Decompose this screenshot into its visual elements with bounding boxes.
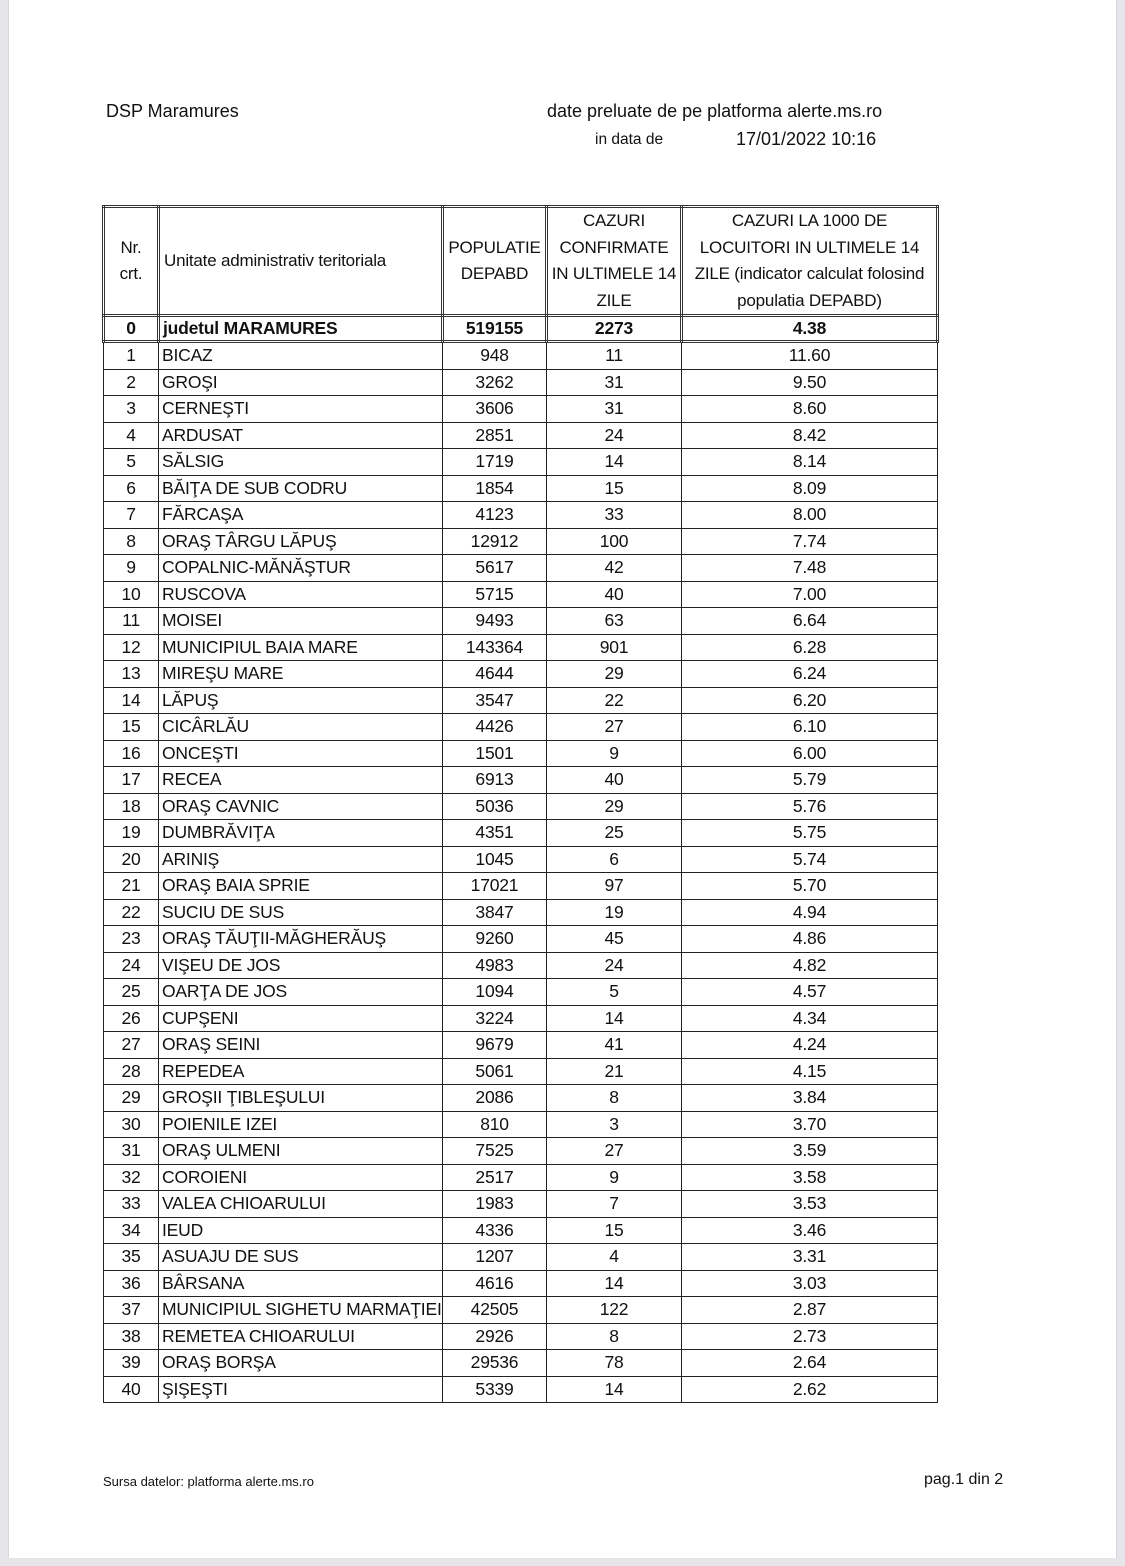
cell-nr: 15 bbox=[104, 714, 159, 741]
cell-nr: 7 bbox=[104, 502, 159, 529]
col-header-unit: Unitate administrativ teritoriala bbox=[159, 207, 443, 316]
cell-cases: 27 bbox=[547, 1138, 682, 1165]
cell-cases: 14 bbox=[547, 449, 682, 476]
cases-table bbox=[102, 205, 939, 1403]
cell-name: ORAŞ BORŞA bbox=[159, 1350, 443, 1377]
cell-rate: 8.09 bbox=[682, 475, 938, 502]
table-row bbox=[104, 1111, 938, 1138]
cell-cases: 4 bbox=[547, 1244, 682, 1271]
cell-nr: 36 bbox=[104, 1270, 159, 1297]
cell-name: FĂRCAŞA bbox=[159, 502, 443, 529]
cell-nr: 17 bbox=[104, 767, 159, 794]
table-row bbox=[104, 581, 938, 608]
cell-nr: 5 bbox=[104, 449, 159, 476]
cell-population: 4123 bbox=[443, 502, 547, 529]
cell-rate: 4.34 bbox=[682, 1005, 938, 1032]
cell-name: MIREŞU MARE bbox=[159, 661, 443, 688]
cell-name: ORAŞ TĂUŢII-MĂGHERĂUŞ bbox=[159, 926, 443, 953]
cell-population: 42505 bbox=[443, 1297, 547, 1324]
table-row bbox=[104, 979, 938, 1006]
cell-name: RECEA bbox=[159, 767, 443, 794]
cell-cases: 25 bbox=[547, 820, 682, 847]
cell-nr: 19 bbox=[104, 820, 159, 847]
cell-cases: 6 bbox=[547, 846, 682, 873]
table-row bbox=[104, 1191, 938, 1218]
cell-cases: 33 bbox=[547, 502, 682, 529]
cell-rate: 2.73 bbox=[682, 1323, 938, 1350]
cell-population: 143364 bbox=[443, 634, 547, 661]
table-row bbox=[104, 634, 938, 661]
page-number: pag.1 din 2 bbox=[924, 1471, 1004, 1488]
cell-population: 3547 bbox=[443, 687, 547, 714]
cell-population: 1854 bbox=[443, 475, 547, 502]
cell-cases: 31 bbox=[547, 369, 682, 396]
cell-rate: 4.82 bbox=[682, 952, 938, 979]
cell-nr: 1 bbox=[104, 342, 159, 370]
cell-rate: 8.42 bbox=[682, 422, 938, 449]
total-row bbox=[104, 316, 938, 342]
cell-population: 5339 bbox=[443, 1376, 547, 1403]
col-header-cases: CAZURI CONFIRMATE IN ULTIMELE 14 ZILE bbox=[547, 207, 682, 316]
cell-cases: 19 bbox=[547, 899, 682, 926]
cell-population: 3262 bbox=[443, 369, 547, 396]
cell-population: 5715 bbox=[443, 581, 547, 608]
cell-nr: 23 bbox=[104, 926, 159, 953]
table-row bbox=[104, 1323, 938, 1350]
cell-cases: 45 bbox=[547, 926, 682, 953]
cell-rate: 2.87 bbox=[682, 1297, 938, 1324]
cell-nr: 2 bbox=[104, 369, 159, 396]
cell-name: ORAŞ TÂRGU LĂPUŞ bbox=[159, 528, 443, 555]
cell-cases: 7 bbox=[547, 1191, 682, 1218]
table-row bbox=[104, 952, 938, 979]
table-row bbox=[104, 714, 938, 741]
cell-name: MOISEI bbox=[159, 608, 443, 635]
cell-name: BÂRSANA bbox=[159, 1270, 443, 1297]
cell-cases: 24 bbox=[547, 952, 682, 979]
cell-rate: 8.60 bbox=[682, 396, 938, 423]
cell-population: 2517 bbox=[443, 1164, 547, 1191]
cell-name: IEUD bbox=[159, 1217, 443, 1244]
cell-population: 4983 bbox=[443, 952, 547, 979]
cell-rate: 8.14 bbox=[682, 449, 938, 476]
table-row bbox=[104, 1138, 938, 1165]
cell-population: 9493 bbox=[443, 608, 547, 635]
cell-nr: 31 bbox=[104, 1138, 159, 1165]
col-header-rate: CAZURI LA 1000 DE LOCUITORI IN ULTIMELE 14 ZILE (indicator calculat folosind populatia DEPABD) bbox=[682, 207, 938, 316]
cell-nr: 35 bbox=[104, 1244, 159, 1271]
document-page bbox=[8, 0, 1117, 1558]
col-header-nr: Nr. crt. bbox=[104, 207, 159, 316]
cell-name: ORAŞ BAIA SPRIE bbox=[159, 873, 443, 900]
table-row bbox=[104, 475, 938, 502]
cell-nr: 28 bbox=[104, 1058, 159, 1085]
cell-nr: 8 bbox=[104, 528, 159, 555]
cell-name: judetul MARAMURES bbox=[159, 316, 443, 342]
table-row bbox=[104, 396, 938, 423]
cell-nr: 20 bbox=[104, 846, 159, 873]
table-row bbox=[104, 449, 938, 476]
cell-population: 1094 bbox=[443, 979, 547, 1006]
table-row bbox=[104, 873, 938, 900]
cell-name: CICÂRLĂU bbox=[159, 714, 443, 741]
table-row bbox=[104, 820, 938, 847]
cell-name: COROIENI bbox=[159, 1164, 443, 1191]
cell-rate: 7.74 bbox=[682, 528, 938, 555]
cell-name: BĂIŢA DE SUB CODRU bbox=[159, 475, 443, 502]
cell-cases: 78 bbox=[547, 1350, 682, 1377]
table-row bbox=[104, 1032, 938, 1059]
table-row bbox=[104, 502, 938, 529]
cell-name: BICAZ bbox=[159, 342, 443, 370]
cell-cases: 14 bbox=[547, 1005, 682, 1032]
date-label: in data de bbox=[595, 131, 664, 148]
cell-nr: 22 bbox=[104, 899, 159, 926]
cell-nr: 3 bbox=[104, 396, 159, 423]
cell-name: SUCIU DE SUS bbox=[159, 899, 443, 926]
cell-rate: 7.00 bbox=[682, 581, 938, 608]
cell-rate: 5.74 bbox=[682, 846, 938, 873]
date-value: 17/01/2022 10:16 bbox=[736, 129, 877, 149]
cell-nr: 27 bbox=[104, 1032, 159, 1059]
cell-name: CUPŞENI bbox=[159, 1005, 443, 1032]
cell-cases: 2273 bbox=[547, 316, 682, 342]
table-row bbox=[104, 1270, 938, 1297]
cell-rate: 4.38 bbox=[682, 316, 938, 342]
table-row bbox=[104, 1164, 938, 1191]
cell-rate: 9.50 bbox=[682, 369, 938, 396]
cell-name: ASUAJU DE SUS bbox=[159, 1244, 443, 1271]
table-row bbox=[104, 846, 938, 873]
cell-cases: 40 bbox=[547, 767, 682, 794]
cell-population: 6913 bbox=[443, 767, 547, 794]
cell-population: 5036 bbox=[443, 793, 547, 820]
cell-rate: 4.94 bbox=[682, 899, 938, 926]
cell-population: 2926 bbox=[443, 1323, 547, 1350]
cell-cases: 97 bbox=[547, 873, 682, 900]
cell-population: 29536 bbox=[443, 1350, 547, 1377]
cell-cases: 3 bbox=[547, 1111, 682, 1138]
cell-name: VIŞEU DE JOS bbox=[159, 952, 443, 979]
table-row bbox=[104, 369, 938, 396]
cell-cases: 901 bbox=[547, 634, 682, 661]
cell-nr: 29 bbox=[104, 1085, 159, 1112]
cell-cases: 29 bbox=[547, 793, 682, 820]
cell-population: 2851 bbox=[443, 422, 547, 449]
cell-cases: 63 bbox=[547, 608, 682, 635]
cell-nr: 24 bbox=[104, 952, 159, 979]
cell-rate: 3.58 bbox=[682, 1164, 938, 1191]
cell-cases: 11 bbox=[547, 342, 682, 370]
cell-population: 12912 bbox=[443, 528, 547, 555]
cell-name: REMETEA CHIOARULUI bbox=[159, 1323, 443, 1350]
cell-nr: 9 bbox=[104, 555, 159, 582]
cell-nr: 0 bbox=[104, 316, 159, 342]
cell-rate: 2.62 bbox=[682, 1376, 938, 1403]
cell-population: 4336 bbox=[443, 1217, 547, 1244]
table-row bbox=[104, 899, 938, 926]
cell-population: 1501 bbox=[443, 740, 547, 767]
cell-rate: 3.84 bbox=[682, 1085, 938, 1112]
cell-cases: 42 bbox=[547, 555, 682, 582]
cell-population: 7525 bbox=[443, 1138, 547, 1165]
cell-nr: 26 bbox=[104, 1005, 159, 1032]
cell-cases: 29 bbox=[547, 661, 682, 688]
table-row bbox=[104, 1297, 938, 1324]
cell-name: GROŞII ŢIBLEŞULUI bbox=[159, 1085, 443, 1112]
cell-name: GROŞI bbox=[159, 369, 443, 396]
cell-cases: 31 bbox=[547, 396, 682, 423]
cell-population: 1719 bbox=[443, 449, 547, 476]
cell-name: MUNICIPIUL SIGHETU MARMAŢIEI bbox=[159, 1297, 443, 1324]
cell-population: 1983 bbox=[443, 1191, 547, 1218]
cell-rate: 3.70 bbox=[682, 1111, 938, 1138]
cell-nr: 10 bbox=[104, 581, 159, 608]
cell-name: RUSCOVA bbox=[159, 581, 443, 608]
cell-name: ORAŞ SEINI bbox=[159, 1032, 443, 1059]
cell-cases: 21 bbox=[547, 1058, 682, 1085]
cell-nr: 40 bbox=[104, 1376, 159, 1403]
cell-name: ORAŞ CAVNIC bbox=[159, 793, 443, 820]
cell-rate: 2.64 bbox=[682, 1350, 938, 1377]
cell-name: MUNICIPIUL BAIA MARE bbox=[159, 634, 443, 661]
cell-cases: 100 bbox=[547, 528, 682, 555]
cell-rate: 7.48 bbox=[682, 555, 938, 582]
cell-population: 4426 bbox=[443, 714, 547, 741]
cell-cases: 40 bbox=[547, 581, 682, 608]
table-row bbox=[104, 1376, 938, 1403]
cell-cases: 41 bbox=[547, 1032, 682, 1059]
cell-rate: 6.24 bbox=[682, 661, 938, 688]
table-row bbox=[104, 740, 938, 767]
cell-name: SĂLSIG bbox=[159, 449, 443, 476]
cell-name: ARDUSAT bbox=[159, 422, 443, 449]
table-row bbox=[104, 342, 938, 370]
cell-nr: 30 bbox=[104, 1111, 159, 1138]
cell-rate: 5.79 bbox=[682, 767, 938, 794]
cell-name: OARŢA DE JOS bbox=[159, 979, 443, 1006]
table-row bbox=[104, 1005, 938, 1032]
cell-rate: 6.00 bbox=[682, 740, 938, 767]
cell-name: ŞIŞEŞTI bbox=[159, 1376, 443, 1403]
cell-name: VALEA CHIOARULUI bbox=[159, 1191, 443, 1218]
cell-population: 4616 bbox=[443, 1270, 547, 1297]
cell-population: 17021 bbox=[443, 873, 547, 900]
cell-nr: 12 bbox=[104, 634, 159, 661]
cell-nr: 14 bbox=[104, 687, 159, 714]
cell-cases: 15 bbox=[547, 1217, 682, 1244]
cell-population: 9260 bbox=[443, 926, 547, 953]
cell-nr: 21 bbox=[104, 873, 159, 900]
cell-rate: 6.20 bbox=[682, 687, 938, 714]
cell-population: 1045 bbox=[443, 846, 547, 873]
cell-rate: 4.24 bbox=[682, 1032, 938, 1059]
cell-population: 5061 bbox=[443, 1058, 547, 1085]
table-row bbox=[104, 926, 938, 953]
cell-population: 1207 bbox=[443, 1244, 547, 1271]
cell-population: 2086 bbox=[443, 1085, 547, 1112]
table-row bbox=[104, 793, 938, 820]
cell-nr: 11 bbox=[104, 608, 159, 635]
cell-cases: 5 bbox=[547, 979, 682, 1006]
cell-nr: 13 bbox=[104, 661, 159, 688]
cell-name: REPEDEA bbox=[159, 1058, 443, 1085]
cell-cases: 8 bbox=[547, 1085, 682, 1112]
cell-name: CERNEŞTI bbox=[159, 396, 443, 423]
cell-name: POIENILE IZEI bbox=[159, 1111, 443, 1138]
cell-name: DUMBRĂVIŢA bbox=[159, 820, 443, 847]
cell-nr: 38 bbox=[104, 1323, 159, 1350]
cell-rate: 5.75 bbox=[682, 820, 938, 847]
cell-cases: 24 bbox=[547, 422, 682, 449]
footer-source: Sursa datelor: platforma alerte.ms.ro bbox=[103, 1474, 314, 1489]
cell-name: ORAŞ ULMENI bbox=[159, 1138, 443, 1165]
cell-rate: 3.46 bbox=[682, 1217, 938, 1244]
table-row bbox=[104, 767, 938, 794]
cell-cases: 22 bbox=[547, 687, 682, 714]
cell-rate: 3.53 bbox=[682, 1191, 938, 1218]
table-row bbox=[104, 555, 938, 582]
cell-nr: 4 bbox=[104, 422, 159, 449]
table-row bbox=[104, 687, 938, 714]
table-header-row bbox=[104, 207, 938, 316]
table-row bbox=[104, 528, 938, 555]
cell-population: 810 bbox=[443, 1111, 547, 1138]
table-row bbox=[104, 1244, 938, 1271]
table-row bbox=[104, 661, 938, 688]
table-row bbox=[104, 1350, 938, 1377]
cell-cases: 122 bbox=[547, 1297, 682, 1324]
cell-rate: 4.15 bbox=[682, 1058, 938, 1085]
cell-rate: 6.64 bbox=[682, 608, 938, 635]
cell-rate: 3.31 bbox=[682, 1244, 938, 1271]
cell-name: LĂPUŞ bbox=[159, 687, 443, 714]
cell-nr: 18 bbox=[104, 793, 159, 820]
cell-name: ARINIŞ bbox=[159, 846, 443, 873]
cell-rate: 6.28 bbox=[682, 634, 938, 661]
cell-rate: 4.57 bbox=[682, 979, 938, 1006]
cell-cases: 9 bbox=[547, 740, 682, 767]
cell-rate: 11.60 bbox=[682, 342, 938, 370]
cell-nr: 16 bbox=[104, 740, 159, 767]
table-row bbox=[104, 1058, 938, 1085]
cell-rate: 3.59 bbox=[682, 1138, 938, 1165]
cell-population: 4644 bbox=[443, 661, 547, 688]
cell-rate: 5.70 bbox=[682, 873, 938, 900]
table-row bbox=[104, 1217, 938, 1244]
cell-cases: 27 bbox=[547, 714, 682, 741]
cell-population: 519155 bbox=[443, 316, 547, 342]
cell-rate: 8.00 bbox=[682, 502, 938, 529]
table-row bbox=[104, 608, 938, 635]
cell-name: ONCEŞTI bbox=[159, 740, 443, 767]
cell-cases: 8 bbox=[547, 1323, 682, 1350]
cell-cases: 14 bbox=[547, 1270, 682, 1297]
cell-population: 3847 bbox=[443, 899, 547, 926]
cell-rate: 3.03 bbox=[682, 1270, 938, 1297]
cell-population: 4351 bbox=[443, 820, 547, 847]
table-row bbox=[104, 422, 938, 449]
cell-cases: 9 bbox=[547, 1164, 682, 1191]
cell-rate: 6.10 bbox=[682, 714, 938, 741]
cell-nr: 33 bbox=[104, 1191, 159, 1218]
cell-cases: 15 bbox=[547, 475, 682, 502]
source-note: date preluate de pe platforma alerte.ms.ro bbox=[547, 101, 883, 121]
cell-rate: 4.86 bbox=[682, 926, 938, 953]
organization-name: DSP Maramures bbox=[106, 101, 239, 121]
cell-population: 3606 bbox=[443, 396, 547, 423]
cell-nr: 37 bbox=[104, 1297, 159, 1324]
cell-population: 5617 bbox=[443, 555, 547, 582]
cell-nr: 25 bbox=[104, 979, 159, 1006]
cell-cases: 14 bbox=[547, 1376, 682, 1403]
cell-nr: 32 bbox=[104, 1164, 159, 1191]
cell-population: 3224 bbox=[443, 1005, 547, 1032]
cell-nr: 39 bbox=[104, 1350, 159, 1377]
cell-nr: 6 bbox=[104, 475, 159, 502]
cell-name: COPALNIC-MĂNĂŞTUR bbox=[159, 555, 443, 582]
cell-nr: 34 bbox=[104, 1217, 159, 1244]
table-row bbox=[104, 1085, 938, 1112]
cell-population: 948 bbox=[443, 342, 547, 370]
col-header-population: POPULATIE DEPABD bbox=[443, 207, 547, 316]
cell-population: 9679 bbox=[443, 1032, 547, 1059]
cell-rate: 5.76 bbox=[682, 793, 938, 820]
